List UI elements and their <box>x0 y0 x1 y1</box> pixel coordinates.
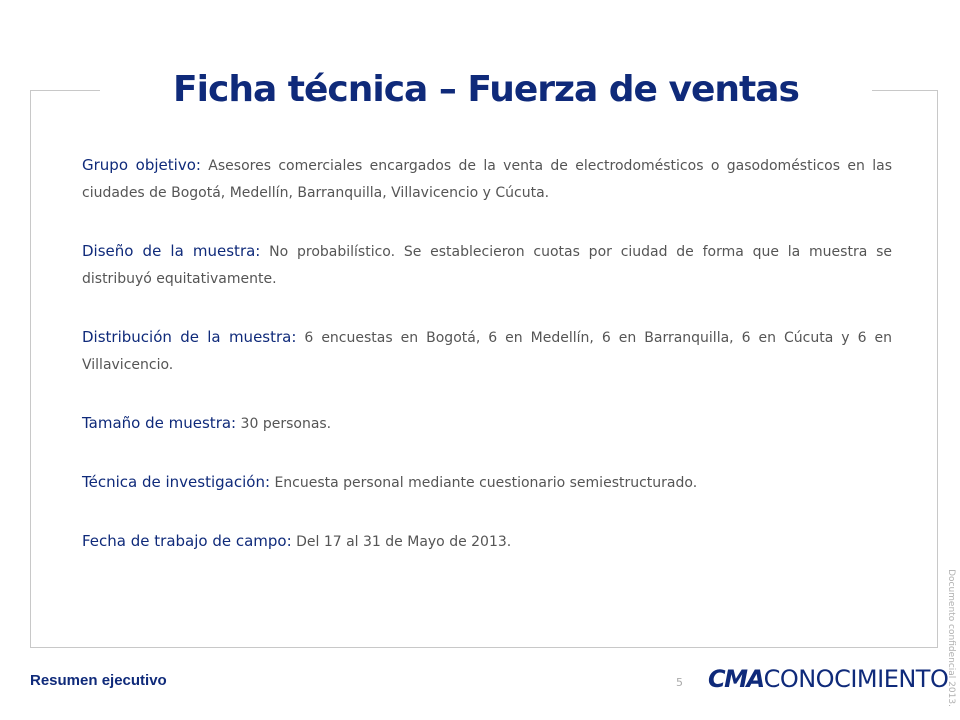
section-label: Resumen ejecutivo <box>30 672 167 689</box>
item-text: No probabilístico. Se establecieron cuotas por ciudad de forma que la muestra se distribuyó equitativamente. <box>82 244 892 287</box>
item-text: Asesores comerciales encargados de la venta de electrodomésticos o gasodomésticos en las ciudades de Bogotá, Medellín, Barranquilla, Villavicencio y Cúcuta. <box>82 158 893 201</box>
item-research-technique <box>82 469 892 497</box>
confidential-text: Documento confidencial 2013. <box>946 568 956 707</box>
page-title: Ficha técnica – Fuerza de ventas <box>173 69 799 110</box>
item-fieldwork-date <box>82 528 892 556</box>
item-label: Fecha de trabajo de campo: <box>82 532 292 550</box>
item-label: Distribución de la muestra: <box>82 328 297 346</box>
item-sample-design <box>82 238 892 293</box>
confidential-notice <box>946 560 956 715</box>
company-logo <box>708 665 948 693</box>
item-text: 30 personas. <box>236 416 332 432</box>
technical-sheet <box>82 152 892 587</box>
item-label: Técnica de investigación: <box>82 473 270 491</box>
item-text: Encuesta personal mediante cuestionario semiestructurado. <box>270 475 698 491</box>
item-text: Del 17 al 31 de Mayo de 2013. <box>291 534 512 550</box>
item-label: Tamaño de muestra: <box>82 414 237 432</box>
item-text: 6 encuestas en Bogotá, 6 en Medellín, 6 en Barranquilla, 6 en Cúcuta y 6 en Villavicencio. <box>82 330 892 373</box>
logo-bold-text: CMA <box>708 665 764 693</box>
item-label: Grupo objetivo: <box>82 156 201 174</box>
item-label: Diseño de la muestra: <box>82 242 261 260</box>
item-sample-size <box>82 410 892 438</box>
page-number: 5 <box>676 676 683 689</box>
item-sample-distribution <box>82 324 892 379</box>
logo-regular-text: CONOCIMIENTO <box>763 665 949 693</box>
item-target-group <box>82 152 892 207</box>
